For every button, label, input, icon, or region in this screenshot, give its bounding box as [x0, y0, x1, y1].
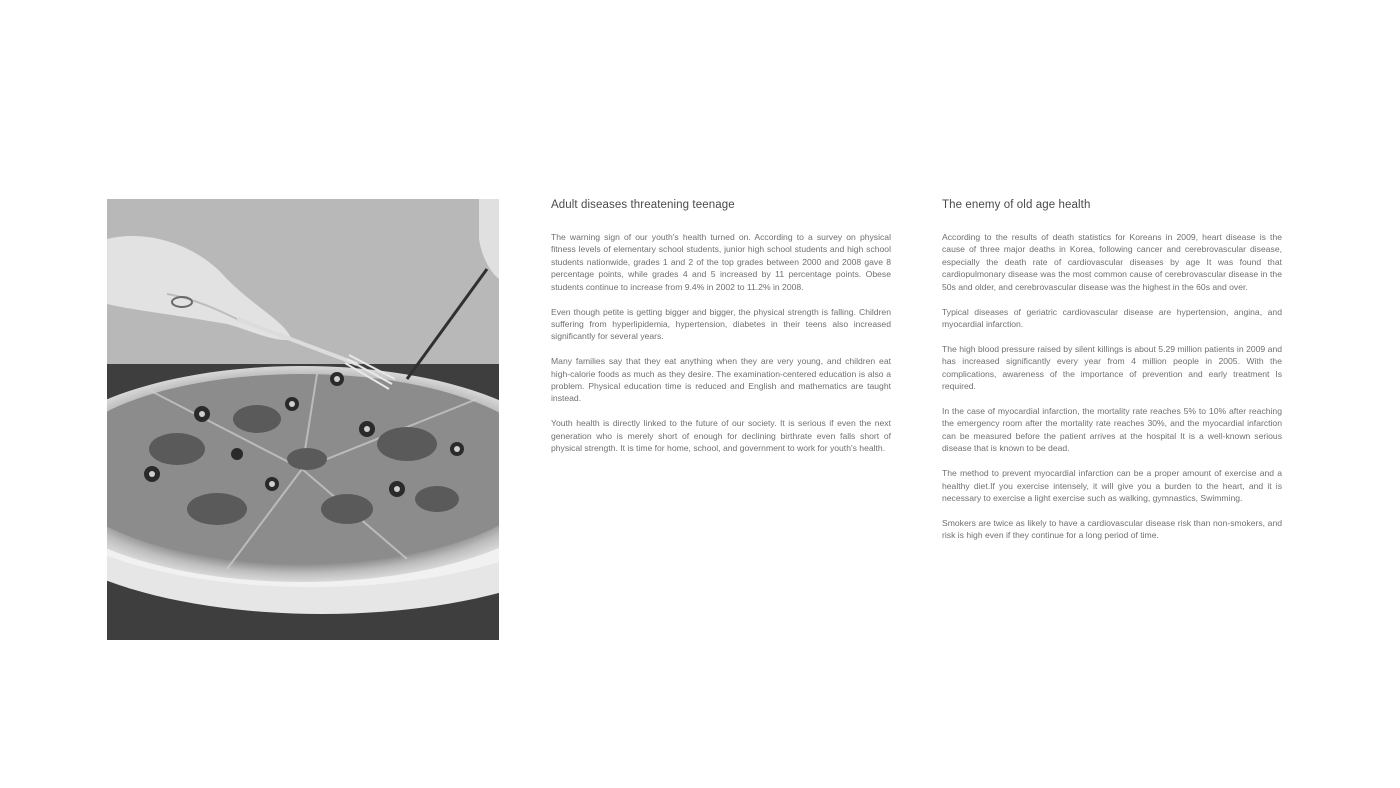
- right-paragraph-1: According to the results of death statistics for Koreans in 2009, heart disease is the cause of three major deaths in Korea, following cancer and cerebrovascular disease, especially the death rate of cardiovascular diseases by age It was found that cardiopulmonary disease was the most common cause of cerebrovascular disease in the 50s and older, and cerebrovascular disease was the highest in the 60s and over.: [942, 232, 1282, 292]
- right-paragraph-5: The method to prevent myocardial infarction can be a proper amount of exercise and a healthy diet.If you exercise intensely, it will give you a burden to the heart, and it is necessary to exercise a light exercise such as walking, gymnastics, Swimming.: [942, 468, 1282, 503]
- right-paragraph-6: Smokers are twice as likely to have a cardiovascular disease risk than non-smokers, and risk is high even if they continue for a long period of time.: [942, 517, 1282, 541]
- left-paragraph-3: Many families say that they eat anything when they are very young, and children eat high-calorie foods as much as they desire. The examination-centered education is also a problem. Physical education time is reduced and English and mathematics are taught instead.: [551, 356, 891, 404]
- pizza-icon: [107, 199, 499, 640]
- right-paragraph-4: In the case of myocardial infarction, the mortality rate reaches 5% to 10% after reaching the emergency room after the mortality rate reaches 30%, and the myocardial infarction can be measured before the patient arrives at the hospital It is a well-known serious disease that is known to be dead.: [942, 405, 1282, 454]
- right-column: [942, 197, 1282, 554]
- pizza-photo: [107, 199, 499, 640]
- right-paragraph-2: Typical diseases of geriatric cardiovascular disease are hypertension, angina, and myocardial infarction.: [942, 306, 1282, 329]
- left-paragraph-4: Youth health is directly linked to the future of our society. It is serious if even the next generation who is merely short of enough for declining birthrate even falls short of physical strength. It is time for home, school, and government to work for youth's health.: [551, 418, 891, 454]
- left-column: [551, 197, 891, 467]
- left-paragraph-2: Even though petite is getting bigger and bigger, the physical strength is falling. Children suffering from hyperlipidemia, hypertension, diabetes in their teens also increased significantly for several years.: [551, 306, 891, 342]
- right-heading: The enemy of old age health: [942, 199, 1091, 211]
- left-paragraph-1: The warning sign of our youth's health turned on. According to a survey on physical fitness levels of elementary school students, junior high school students and high school students nationwide, grades 1 and 2 of the top grades between 2000 and 2008 gave 8 percentage points, while grades 4 and 5 increased by 11 percentage points. Obese students continue to increase from 9.4% in 2002 to 11.2% in 2008.: [551, 232, 891, 292]
- right-paragraph-3: The high blood pressure raised by silent killings is about 5.29 million patients in 2009 and has increased significantly every year from 4 million people in 2005. With the complications, awareness of the importance of prevention and early treatment Is required.: [942, 343, 1282, 392]
- left-heading: Adult diseases threatening teenage: [551, 199, 735, 211]
